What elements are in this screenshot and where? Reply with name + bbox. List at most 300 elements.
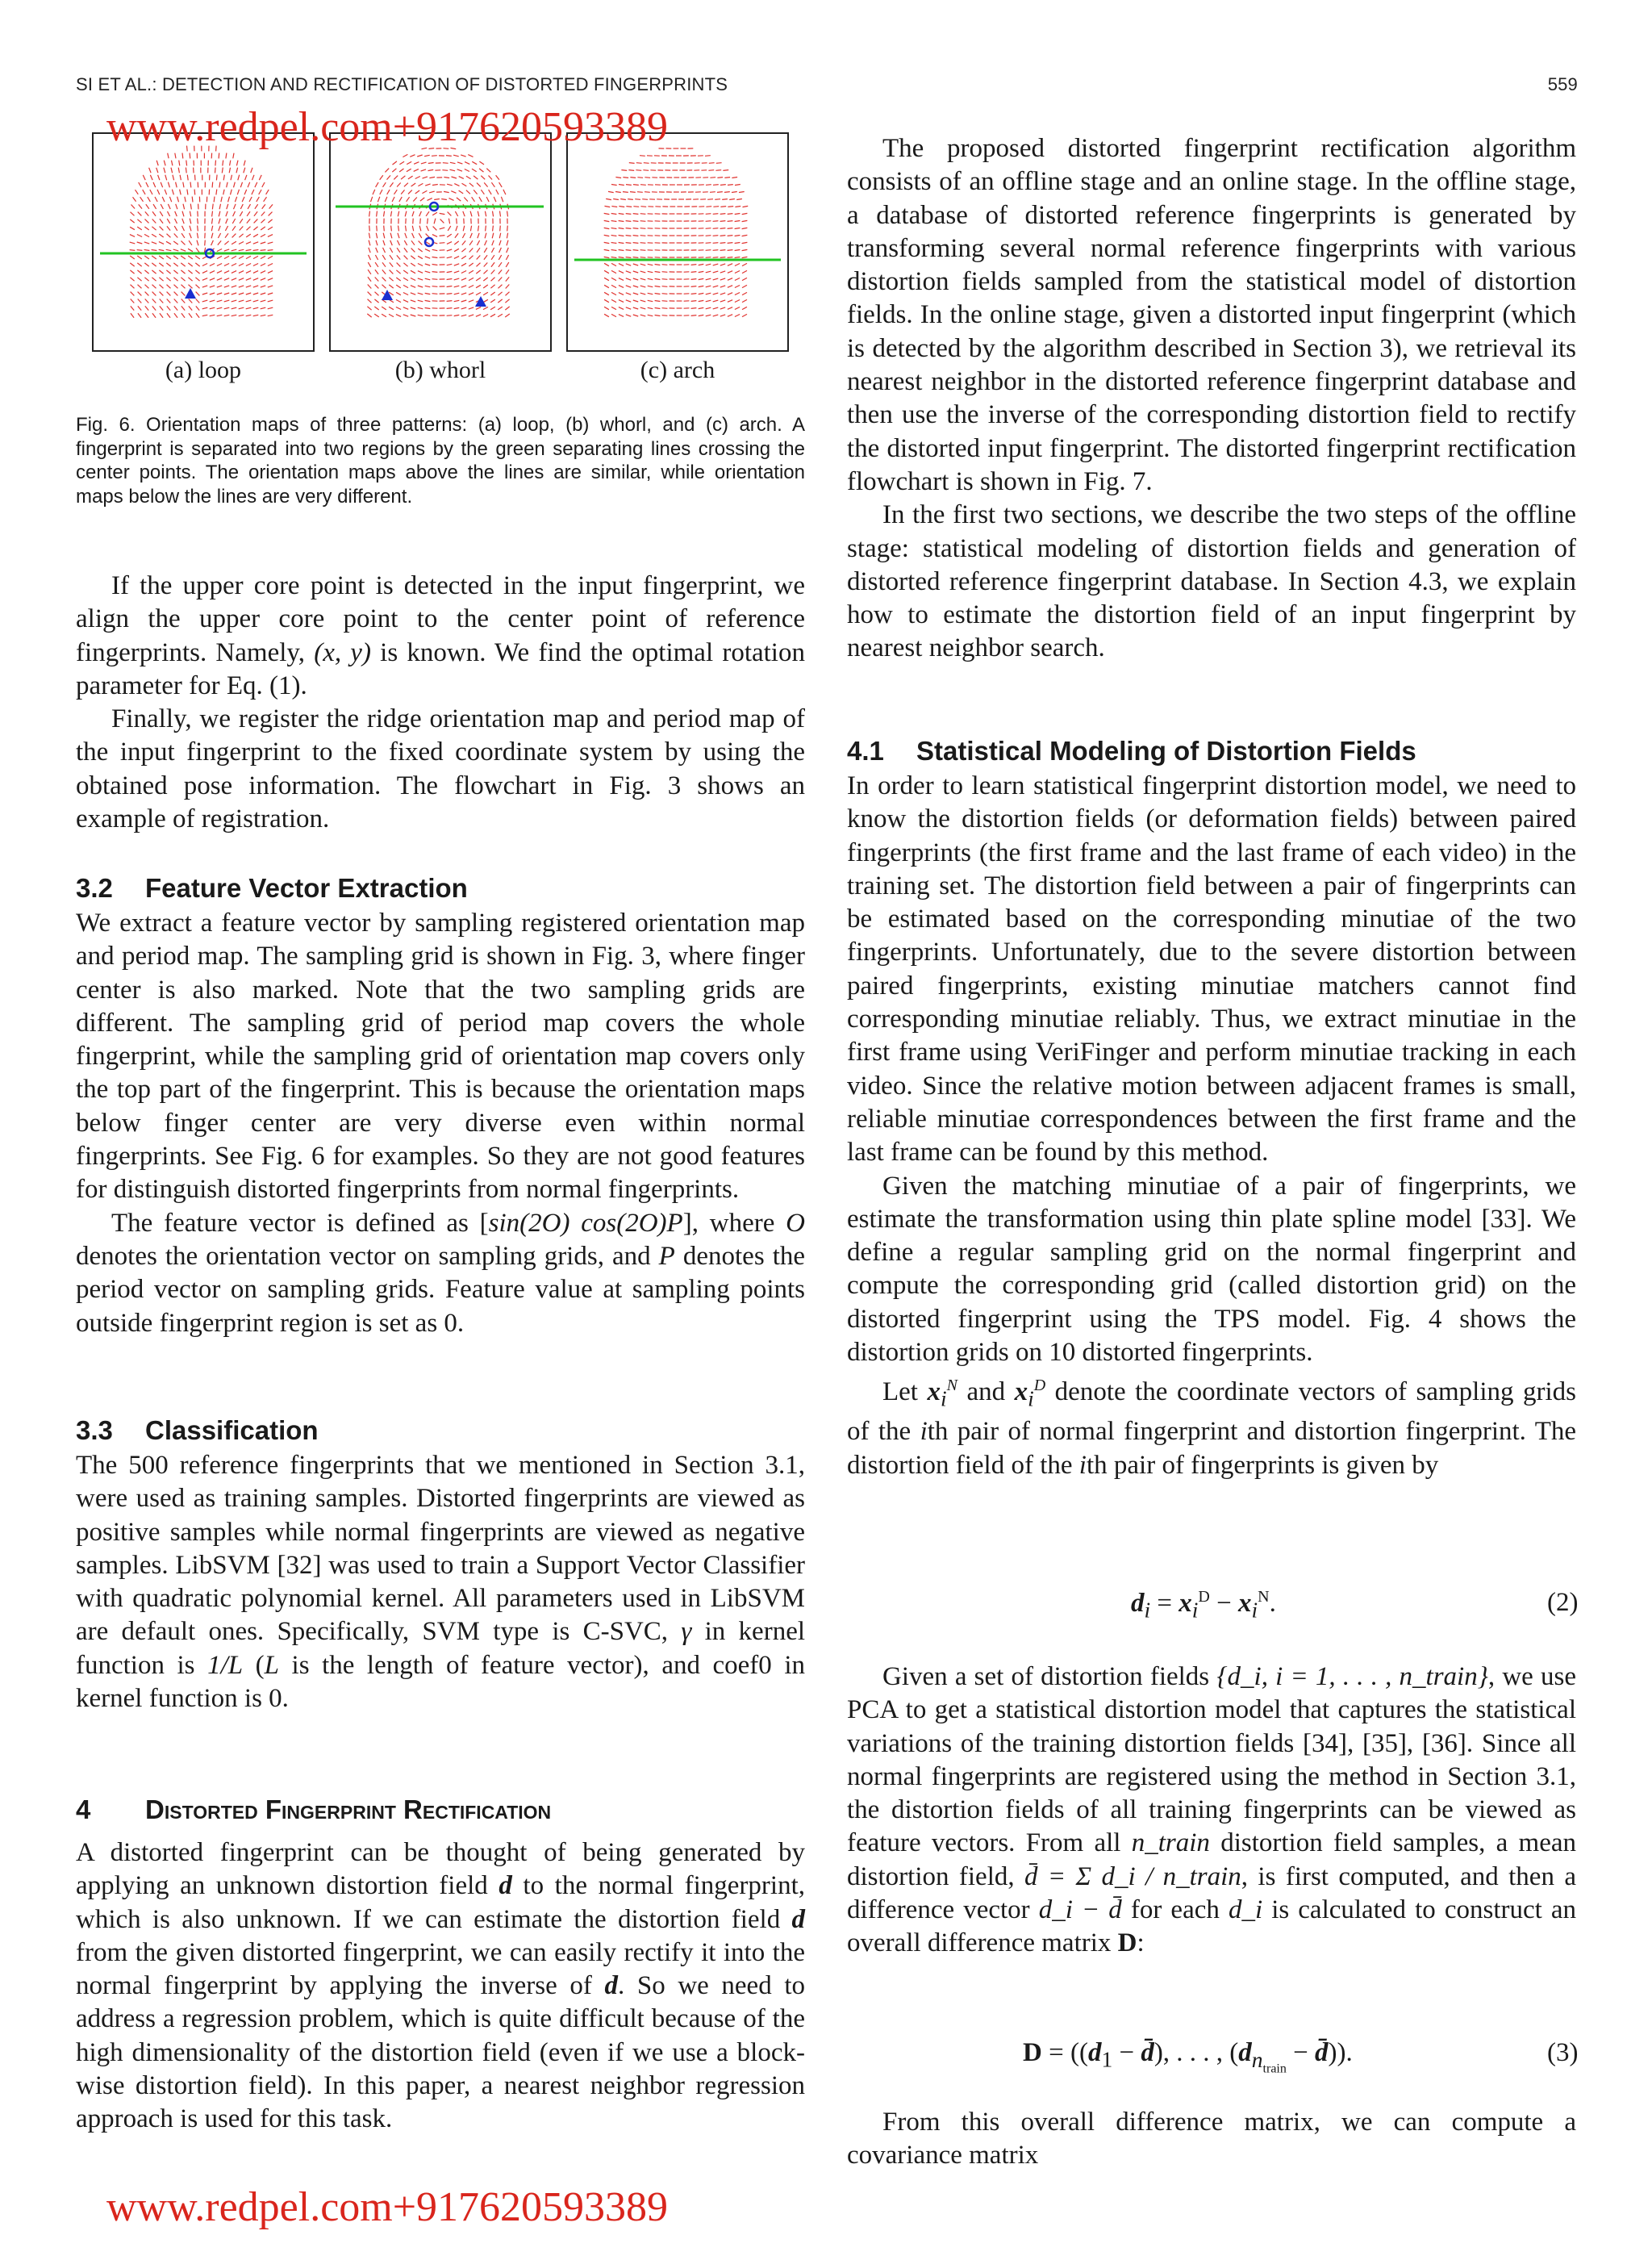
equation-2-number: (2) [1547,1588,1579,1617]
paragraph: The feature vector is defined as [sin(2O) cos(2O)P], where O denotes the orientation vector on sampling grids, and P denotes the period vector on sampling grids. Feature value at sampling points outside fingerprint region is set as 0. [76,1208,806,1338]
orientation-stroke [255,182,257,187]
orientation-stroke [633,228,639,229]
orientation-stroke [396,292,401,295]
section-heading-3-2: 3.2 Feature Vector Extraction [76,873,468,903]
orientation-stroke [224,271,229,274]
orientation-stroke [160,227,164,231]
orientation-stroke [491,182,494,187]
orientation-stroke [378,197,379,202]
orientation-stroke [628,199,633,200]
orientation-stroke [604,314,609,316]
orientation-stroke [499,240,501,245]
orientation-stroke [626,257,632,258]
orientation-stroke [735,300,740,303]
orientation-stroke [375,278,379,282]
orientation-stroke [425,264,430,265]
orientation-stroke [640,293,646,295]
orientation-stroke [411,263,415,266]
orientation-stroke [633,271,638,273]
orientation-stroke [166,249,172,250]
orientation-stroke [224,256,229,258]
orientation-stroke [175,153,176,159]
orientation-stroke [455,211,457,216]
orientation-stroke [396,307,401,310]
orientation-stroke [173,263,177,266]
orientation-stroke [472,197,475,202]
orientation-stroke [498,299,502,303]
orientation-stroke [735,315,740,317]
orientation-stroke [456,226,457,231]
orientation-stroke [425,278,431,280]
orientation-stroke [211,226,212,232]
orientation-stroke [716,163,722,164]
orientation-stroke [604,299,609,302]
orientation-stroke [145,211,149,215]
orientation-stroke [411,278,415,281]
orientation-stroke [619,250,624,251]
orientation-stroke [219,182,220,188]
orientation-stroke [130,227,135,229]
orientation-stroke [159,270,163,274]
orientation-stroke [611,307,616,309]
orientation-stroke [662,315,668,316]
orientation-stroke [720,221,726,222]
orientation-stroke [613,199,619,200]
right-column-pca [847,1661,1576,1961]
orientation-stroke [210,278,215,281]
orientation-stroke [611,292,616,295]
orientation-stroke [699,264,704,265]
orientation-stroke [735,286,740,288]
orientation-stroke [252,175,255,180]
orientation-stroke [655,272,661,273]
orientation-stroke [239,264,244,266]
orientation-stroke [248,182,250,187]
orientation-map-whorl [331,134,550,350]
orientation-stroke [461,307,467,309]
orientation-stroke [499,248,502,253]
orientation-stroke [160,285,164,289]
orientation-stroke [428,169,434,170]
orientation-stroke [720,228,726,229]
orientation-stroke [440,228,445,229]
orientation-stroke [145,292,149,296]
orientation-stroke [715,170,721,171]
orientation-stroke [720,185,726,186]
orientation-stroke [454,278,460,280]
orientation-stroke [470,226,471,232]
orientation-stroke [454,241,458,244]
orientation-stroke [428,163,434,164]
orientation-stroke [735,293,740,295]
orientation-stroke [160,306,163,310]
orientation-stroke [268,264,273,266]
orientation-stroke [144,256,149,259]
orientation-stroke [268,256,273,258]
orientation-stroke [236,168,238,173]
orientation-stroke [490,314,495,316]
orientation-stroke [197,233,198,239]
orientation-stroke [604,307,609,309]
orientation-stroke [494,197,496,202]
orientation-stroke [130,219,134,223]
orientation-stroke [454,300,460,301]
orientation-stroke [152,313,156,317]
orientation-stroke [159,263,163,266]
orientation-stroke [728,271,732,274]
orientation-stroke [507,226,508,232]
orientation-stroke [232,219,235,224]
orientation-stroke [461,263,466,265]
paragraph: The 500 reference fingerprints that we mentioned in Section 3.1, were used as training samples. Distorted fingerprints are viewed as positive samples while normal fingerprints are viewed as negative samples. LibSVM [32] was used to train a Support Vector Classifier with quadratic polynomial kernel. All parameters used in LibSVM are default ones. Specifically, SVM type is C-SVC, γ in kernel function is 1/L (L is the length of feature vector), and coef0 in kernel function is 0. [76,1451,806,1714]
orientation-stroke [253,271,258,274]
orientation-stroke [505,299,509,303]
orientation-stroke [210,300,215,302]
orientation-stroke [232,271,236,274]
orientation-stroke [492,233,494,239]
orientation-stroke [262,204,265,208]
orientation-stroke [713,264,719,265]
orientation-stroke [418,293,423,295]
orientation-stroke [484,263,488,267]
orientation-stroke [392,169,396,172]
orientation-stroke [691,315,697,316]
orientation-stroke [196,285,200,289]
orientation-stroke [483,307,488,309]
orientation-stroke [261,242,265,244]
orientation-stroke [447,249,452,251]
orientation-stroke [150,175,152,180]
orientation-stroke [499,262,502,267]
orientation-stroke [217,286,222,287]
orientation-stroke [399,169,403,172]
orientation-stroke [138,306,141,310]
orientation-stroke [448,219,449,224]
paragraph: From this overall difference matrix, we can compute a covariance matrix [847,2108,1576,2170]
orientation-stroke [152,250,157,251]
orientation-stroke [239,249,244,250]
orientation-stroke [148,197,151,202]
orientation-stroke [212,182,213,188]
orientation-stroke [232,264,236,266]
orientation-stroke [472,161,477,164]
orientation-stroke [202,286,207,287]
orientation-stroke [461,278,466,281]
orientation-stroke [268,300,273,302]
orientation-stroke [216,175,217,181]
orientation-stroke [369,248,370,253]
orientation-stroke [461,300,467,302]
orientation-stroke [237,190,239,194]
orientation-stroke [383,248,386,253]
section-3-2-body [76,907,805,1340]
orientation-stroke [418,286,423,287]
orientation-stroke [728,300,732,303]
orientation-stroke [268,235,273,237]
orientation-stroke [728,221,733,222]
orientation-stroke [186,161,187,166]
orientation-stroke [167,313,170,317]
orientation-stroke [396,278,400,281]
orientation-stroke [412,226,413,232]
orientation-stroke [408,190,412,194]
orientation-stroke [443,163,448,164]
orientation-stroke [233,211,236,216]
orientation-stroke [167,234,171,238]
orientation-stroke [182,219,184,224]
orientation-stroke [484,248,487,253]
orientation-stroke [202,300,208,302]
orientation-stroke [484,182,487,186]
orientation-stroke [722,199,728,200]
orientation-stroke [253,234,258,236]
orientation-stroke [452,177,457,178]
orientation-stroke [268,219,272,223]
orientation-stroke [138,212,142,216]
orientation-stroke [447,234,452,237]
orientation-stroke [161,204,163,209]
orientation-stroke [425,300,431,301]
orientation-stroke [144,278,148,281]
orientation-stroke [238,175,240,181]
orientation-stroke [403,278,408,281]
orientation-stroke [217,293,222,295]
orientation-stroke [706,257,711,258]
orientation-stroke [411,315,416,316]
orientation-stroke [640,221,646,222]
orientation-stroke [240,227,244,231]
orientation-stroke [130,263,134,266]
orientation-stroke [180,175,181,181]
delta-point [382,290,393,300]
orientation-stroke [713,278,719,280]
orientation-stroke [728,185,733,186]
orientation-stroke [137,250,143,251]
orientation-stroke [138,299,142,303]
orientation-stroke [261,271,265,274]
left-column [76,570,805,836]
orientation-stroke [499,182,503,187]
orientation-stroke [626,264,631,265]
orientation-stroke [393,161,397,165]
orientation-stroke [645,192,650,193]
orientation-stroke [619,228,624,229]
orientation-stroke [637,192,643,193]
orientation-stroke [262,182,265,187]
orientation-stroke [463,211,465,216]
orientation-stroke [640,300,646,302]
orientation-stroke [399,197,403,202]
section-heading-3-3: 3.3 Classification [76,1415,319,1445]
orientation-stroke [492,240,494,245]
orientation-stroke [461,256,466,259]
orientation-stroke [253,286,258,287]
orientation-stroke [500,211,501,217]
orientation-stroke [418,278,423,280]
orientation-stroke [440,219,444,224]
orientation-stroke [735,228,740,229]
orientation-stroke [181,299,186,303]
orientation-stroke [181,306,185,310]
orientation-stroke [181,256,186,259]
orientation-stroke [188,263,192,266]
orientation-stroke [143,175,145,180]
orientation-stroke [736,199,742,200]
orientation-stroke [466,190,470,194]
orientation-stroke [224,278,229,281]
orientation-stroke [626,221,632,222]
orientation-stroke [640,307,646,309]
orientation-stroke [728,243,733,244]
orientation-stroke [226,153,227,159]
orientation-stroke [403,263,407,266]
orientation-stroke [173,249,179,251]
orientation-stroke [411,307,415,309]
orientation-stroke [713,271,719,273]
orientation-stroke [735,221,740,222]
orientation-stroke [655,315,661,316]
orientation-stroke [261,307,266,309]
orientation-stroke [212,204,213,210]
orientation-stroke [640,315,646,316]
orientation-stroke [222,168,223,173]
orientation-stroke [144,270,148,274]
orientation-stroke [463,226,465,232]
orientation-stroke [374,314,379,317]
orientation-stroke [640,185,646,186]
orientation-stroke [432,286,438,287]
orientation-stroke [640,257,646,258]
orientation-stroke [202,271,207,274]
orientation-stroke [137,278,141,281]
orientation-stroke [640,264,646,265]
paragraph: If the upper core point is detected in the input fingerprint, we align the upper core point to the center point of reference fingerprints. Namely, (x, y) is known. We find the optimal rotation parameter for Eq. (1). [76,571,805,700]
orientation-stroke [743,206,749,207]
orientation-stroke [149,168,152,173]
orientation-stroke [131,205,136,209]
orientation-stroke [261,286,265,287]
orientation-stroke [648,264,653,265]
orientation-stroke [604,263,609,265]
orientation-stroke [246,307,252,309]
orientation-stroke [413,198,417,202]
orientation-stroke [635,199,640,200]
orientation-stroke [440,243,445,244]
orientation-stroke [405,233,407,238]
orientation-stroke [706,243,711,244]
orientation-stroke [152,263,156,266]
orientation-stroke [375,262,378,267]
orientation-stroke [403,154,407,157]
orientation-stroke [454,307,460,308]
orientation-stroke [728,315,732,317]
orientation-stroke [268,250,273,251]
orientation-stroke [268,271,273,274]
orientation-stroke [496,190,499,194]
orientation-stroke [442,170,448,171]
orientation-stroke [140,197,144,202]
orientation-stroke [405,211,407,217]
orientation-stroke [219,204,220,210]
orientation-stroke [143,190,145,194]
orientation-stroke [375,285,379,289]
orientation-stroke [432,294,438,295]
orientation-stroke [196,313,199,317]
orientation-stroke [459,190,464,194]
orientation-stroke [249,197,252,202]
orientation-stroke [152,211,156,215]
orientation-stroke [367,314,371,317]
orientation-stroke [619,185,624,186]
orientation-stroke [374,299,378,303]
orientation-stroke [742,235,748,236]
orientation-stroke [476,270,480,274]
orientation-stroke [742,285,747,287]
orientation-stroke [421,169,426,171]
orientation-stroke [189,240,192,245]
orientation-stroke [385,197,387,202]
orientation-stroke [611,263,616,265]
orientation-stroke [447,308,453,309]
orientation-stroke [390,211,391,217]
orientation-stroke [144,263,148,266]
orientation-stroke [261,234,265,236]
orientation-stroke [493,211,494,217]
orientation-stroke [195,263,199,266]
orientation-stroke [137,270,141,274]
orientation-stroke [382,314,386,317]
orientation-stroke [165,175,167,181]
orientation-stroke [137,235,142,237]
orientation-stroke [432,185,438,186]
orientation-stroke [390,270,394,274]
orientation-stroke [398,226,399,232]
orientation-stroke [710,192,715,193]
orientation-stroke [242,197,244,202]
orientation-stroke [633,293,638,295]
orientation-stroke [159,256,164,259]
orientation-stroke [626,307,631,309]
orientation-stroke [491,270,495,274]
orientation-stroke [691,286,697,287]
orientation-stroke [699,293,704,294]
delta-point [185,288,196,299]
orientation-stroke [626,286,631,287]
orientation-stroke [228,197,230,203]
orientation-stroke [369,211,370,217]
orientation-stroke [173,241,178,244]
orientation-stroke [636,163,642,164]
orientation-stroke [742,278,747,280]
orientation-stroke [742,263,747,265]
orientation-stroke [432,249,438,250]
orientation-stroke [137,263,141,266]
orientation-stroke [411,183,416,186]
orientation-stroke [218,233,220,238]
orientation-stroke [131,292,135,296]
orientation-stroke [429,191,435,193]
orientation-stroke [390,248,392,253]
orientation-stroke [491,262,494,266]
orientation-stroke [742,292,747,295]
orientation-stroke [202,307,208,309]
orientation-stroke [232,286,236,287]
orientation-stroke [418,183,423,186]
orientation-stroke [447,264,453,265]
orientation-stroke [426,211,429,216]
panel-label-whorl: (b) whorl [394,357,486,383]
orientation-stroke [461,315,467,316]
